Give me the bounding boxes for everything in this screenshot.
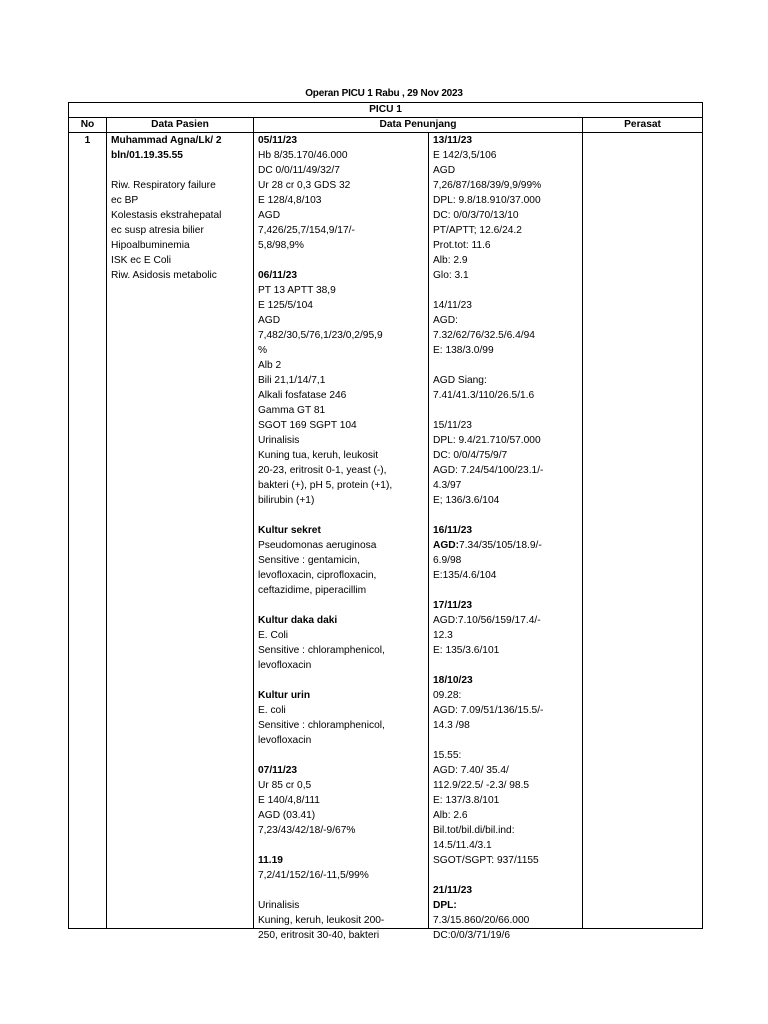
line-gap — [433, 403, 578, 418]
lab-line: Bili 21,1/14/7,1 — [258, 375, 326, 386]
lab-line: 4.3/97 — [433, 480, 462, 491]
lab-line: ec BP — [111, 195, 139, 206]
header-perasat: Perasat — [583, 118, 703, 133]
line-gap — [258, 748, 424, 763]
lab-line: Kultur sekret — [258, 525, 321, 536]
lab-line-value: 7.34/35/105/18.9/- — [459, 540, 542, 551]
lab-line: Alb: 2.9 — [433, 255, 468, 266]
lab-line: 7,426/25,7/154,9/17/- — [258, 225, 355, 236]
lab-line: E. Coli — [258, 630, 289, 641]
lab-line: AGD Siang: — [433, 375, 487, 386]
header-data-penunjang: Data Penunjang — [254, 118, 583, 133]
lab-line-label: AGD: — [433, 540, 460, 551]
lab-line: AGD:7.10/56/159/17.4/- — [433, 615, 541, 626]
lab-line: AGD: — [433, 315, 458, 326]
lab-list-left — [258, 133, 424, 941]
lab-line: ISK ec E Coli — [111, 255, 172, 266]
lab-line: Alb 2 — [258, 360, 282, 371]
lab-line: 06/11/23 — [258, 270, 298, 281]
header-no: No — [69, 118, 107, 133]
lab-line: bakteri (+), pH 5, protein (+1), — [258, 480, 393, 491]
lab-line: 7,26/87/168/39/9,9/99% — [433, 180, 542, 191]
lab-line: Ur 28 cr 0,3 GDS 32 — [258, 180, 351, 191]
lab-line: E 140/4,8/111 — [258, 795, 320, 806]
lab-line: 7,23/43/42/18/-9/67% — [258, 825, 356, 836]
lab-list-right — [433, 133, 578, 941]
lab-line: Urinalisis — [258, 435, 300, 446]
lab-line: AGD (03.41) — [258, 810, 316, 821]
line-gap — [433, 583, 578, 598]
lab-line: ec susp atresia bilier — [111, 225, 204, 236]
line-gap — [258, 508, 424, 523]
lab-line: E 125/5/104 — [258, 300, 313, 311]
diagnosis-list — [111, 178, 249, 283]
lab-line: % — [258, 345, 268, 356]
lab-line: levofloxacin — [258, 660, 312, 671]
lab-line: Riw. Respiratory failure — [111, 180, 216, 191]
lab-line: 7.3/15.860/20/66.000 — [433, 915, 530, 926]
patient-name: Muhammad Agna/Lk/ 2 — [111, 135, 222, 146]
lab-line: Kultur urin — [258, 690, 311, 701]
lab-line: E 142/3,5/106 — [433, 150, 497, 161]
lab-line: 05/11/23 — [258, 135, 298, 146]
lab-line: Hb 8/35.170/46.000 — [258, 150, 348, 161]
lab-line: Kultur daka daki — [258, 615, 338, 626]
lab-line: AGD — [433, 165, 456, 176]
lab-line: 13/11/23 — [433, 135, 473, 146]
lab-line: 7,482/30,5/76,1/23/0,2/95,9 — [258, 330, 383, 341]
lab-line: E:135/4.6/104 — [433, 570, 497, 581]
lab-line: DC 0/0/11/49/32/7 — [258, 165, 340, 176]
lab-line: 17/11/23 — [433, 600, 473, 611]
lab-line: 14.5/11.4/3.1 — [433, 840, 492, 851]
line-gap — [433, 658, 578, 673]
lab-line: AGD: 7.24/54/100/23.1/- — [433, 465, 544, 476]
lab-line: E: 137/3.8/101 — [433, 795, 500, 806]
lab-line: 7.32/62/76/32.5/6.4/94 — [433, 330, 535, 341]
lab-line: 15.55: — [433, 750, 462, 761]
lab-line: 21/11/23 — [433, 885, 473, 896]
lab-line: Sensitive : chloramphenicol, — [258, 645, 385, 656]
lab-line: PT 13 APTT 38,9 — [258, 285, 336, 296]
lab-line: Prot.tot: 11.6 — [433, 240, 491, 251]
lab-line: E. coli — [258, 705, 286, 716]
lab-line: Sensitive : chloramphenicol, — [258, 720, 385, 731]
line-gap — [433, 733, 578, 748]
lab-line: SGOT 169 SGPT 104 — [258, 420, 357, 431]
lab-line: ceftazidime, piperacillim — [258, 585, 367, 596]
lab-line: 7.41/41.3/110/26.5/1.6 — [433, 390, 535, 401]
lab-line: 5,8/98,9% — [258, 240, 304, 251]
row-number: 1 — [69, 133, 107, 929]
lab-line: 250, eritrosit 30-40, bakteri — [258, 930, 380, 941]
line-gap — [433, 508, 578, 523]
patient-cell — [107, 133, 254, 929]
lab-line: Hipoalbuminemia — [111, 240, 190, 251]
lab-line: AGD — [258, 315, 281, 326]
lab-line: 14.3 /98 — [433, 720, 470, 731]
header-data-pasien: Data Pasien — [107, 118, 254, 133]
lab-line: Ur 85 cr 0,5 — [258, 780, 312, 791]
lab-column-left — [254, 133, 429, 941]
lab-line: 7,2/41/152/16/-11,5/99% — [258, 870, 369, 881]
lab-line: 09.28: — [433, 690, 462, 701]
lab-line: PT/APTT; 12.6/24.2 — [433, 225, 522, 236]
lab-line — [433, 538, 578, 553]
lab-line: E 128/4,8/103 — [258, 195, 322, 206]
lab-line: bilirubin (+1) — [258, 495, 315, 506]
lab-line: E; 136/3.6/104 — [433, 495, 500, 506]
lab-line: 18/10/23 — [433, 675, 473, 686]
line-gap — [258, 838, 424, 853]
lab-line: 12.3 — [433, 630, 453, 641]
lab-line: Alb: 2.6 — [433, 810, 468, 821]
lab-line: Glo: 3.1 — [433, 270, 469, 281]
lab-line: AGD: 7.40/ 35.4/ — [433, 765, 509, 776]
lab-column-right — [429, 133, 583, 941]
lab-line: Alkali fosfatase 246 — [258, 390, 347, 401]
line-gap — [258, 883, 424, 898]
line-gap — [433, 868, 578, 883]
lab-line: DC: 0/0/3/70/13/10 — [433, 210, 519, 221]
lab-line: DC: 0/0/4/75/9/7 — [433, 450, 508, 461]
lab-line: Kolestasis ekstrahepatal — [111, 210, 222, 221]
lab-line: Pseudomonas aeruginosa — [258, 540, 377, 551]
lab-line: Urinalisis — [258, 900, 300, 911]
lab-line: 11.19 — [258, 855, 283, 866]
lab-line: Bil.tot/bil.di/bil.ind: — [433, 825, 515, 836]
line-gap — [433, 358, 578, 373]
line-gap — [258, 673, 424, 688]
handover-table — [68, 102, 703, 941]
patient-id: bln/01.19.35.55 — [111, 150, 183, 161]
lab-line: AGD — [258, 210, 281, 221]
lab-line: 14/11/23 — [433, 300, 472, 311]
lab-line: AGD: 7.09/51/136/15.5/- — [433, 705, 544, 716]
perasat-cell — [583, 133, 703, 929]
lab-line: 15/11/23 — [433, 420, 472, 431]
lab-line: SGOT/SGPT: 937/1155 — [433, 855, 539, 866]
page-title: Operan PICU 1 Rabu , 29 Nov 2023 — [305, 88, 463, 99]
section-header: PICU 1 — [69, 103, 703, 118]
line-gap — [258, 253, 424, 268]
lab-line: DC:0/0/3/71/19/6 — [433, 930, 511, 941]
lab-line: levofloxacin, ciprofloxacin, — [258, 570, 377, 581]
lab-line: Kuning tua, keruh, leukosit — [258, 450, 379, 461]
lab-line: Kuning, keruh, leukosit 200- — [258, 915, 385, 926]
line-gap — [258, 598, 424, 613]
lab-line: Gamma GT 81 — [258, 405, 326, 416]
lab-line: 112.9/22.5/ -2.3/ 98.5 — [433, 780, 530, 791]
lab-line: Riw. Asidosis metabolic — [111, 270, 217, 281]
lab-line: 6.9/98 — [433, 555, 462, 566]
line-gap — [433, 283, 578, 298]
lab-line: E: 135/3.6/101 — [433, 645, 500, 656]
lab-line: levofloxacin — [258, 735, 312, 746]
lab-line: DPL: 9.8/18.910/37.000 — [433, 195, 541, 206]
lab-line: DPL: — [433, 900, 457, 911]
lab-line: 20-23, eritrosit 0-1, yeast (-), — [258, 465, 387, 476]
lab-line: 07/11/23 — [258, 765, 298, 776]
lab-line: 16/11/23 — [433, 525, 473, 536]
lab-line: Sensitive : gentamicin, — [258, 555, 360, 566]
lab-line: DPL: 9.4/21.710/57.000 — [433, 435, 541, 446]
lab-line: E: 138/3.0/99 — [433, 345, 494, 356]
table-row — [69, 133, 703, 929]
